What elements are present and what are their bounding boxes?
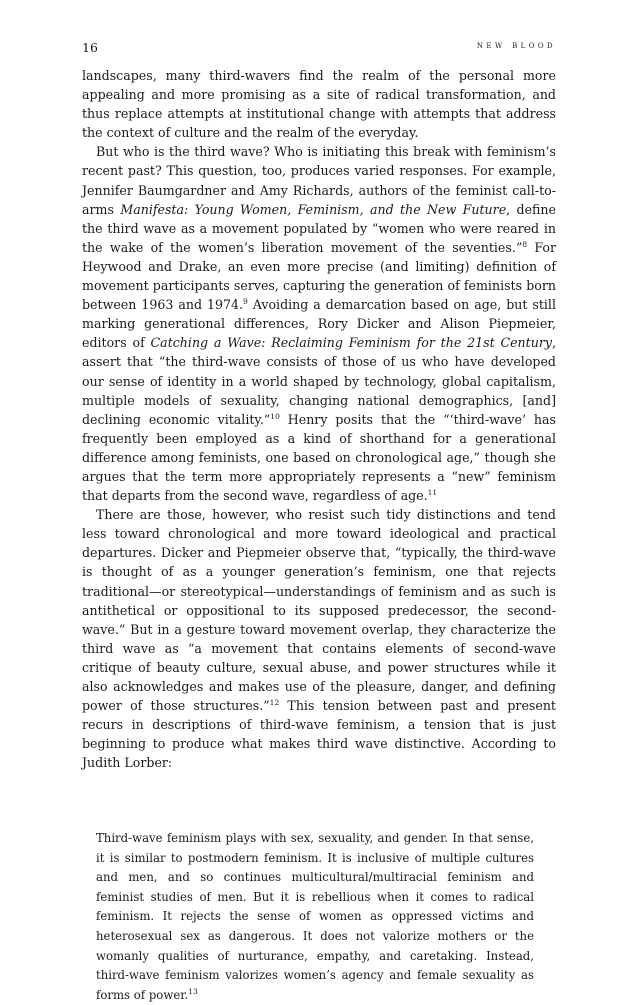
- paragraph-2-text-e: , assert that “the third-wave consists of those of us who have developed our sense of identity in a world shaped by technology, global capitalism, multiple models of sexuality, changing national demographics, [and] declining economic vitality.”: [82, 335, 556, 427]
- paragraph-2: [82, 142, 556, 505]
- paragraph-2-text-a: But who is the third wave? Who is initiating this break with feminism’s recent past? This question, too, produces varied responses. For example, Jennifer Baumgardner and Amy Richards, authors of the feminist call-to-arms: [82, 144, 556, 217]
- footnote-ref-9: 9: [243, 297, 248, 307]
- paragraph-2-text-f: Henry posits that the “‘third-wave’ has frequently been employed as a kind of shorthand for a generational difference among feminists, one based on chronological age,” though she argues that the term more appropriately represents a “new” feminism that departs from the second wave, regardless of age.: [82, 411, 556, 504]
- book-title-catching-a-wave: Catching a Wave: Reclaiming Feminism for the 21st Century: [150, 335, 552, 351]
- running-head: [82, 40, 556, 56]
- page-number: 16: [82, 40, 98, 55]
- running-title: new blood: [476, 40, 556, 51]
- block-quote-paragraph: [96, 829, 534, 1005]
- footnote-ref-11: 11: [427, 488, 438, 498]
- paragraph-2-text-d: Avoiding a demarcation based on age, but still marking generational differences, Rory Dicker and Alison Piepmeier, editors of: [82, 297, 556, 351]
- paragraph-1: [82, 66, 556, 142]
- paragraph-1-text: landscapes, many third-wavers find the realm of the personal more appealing and more promising as a site of radical transformation, and thus replace attempts at institutional change with attempts that address the context of culture and the realm of the everyday.: [82, 68, 556, 141]
- block-quote-text: Third-wave feminism plays with sex, sexuality, and gender. In that sense, it is similar to postmodern feminism. It is inclusive of multiple cultures and men, and so continues multicultural/multiracial feminism and feminist studies of men. But it is rebellious when it comes to radical feminism. It rejects the sense of women as oppressed victims and heterosexual sex as dangerous. It does not valorize mothers or the womanly qualities of nurturance, empathy, and caretaking. Instead, third-wave feminism valorizes women’s agency and female sexuality as forms of power.: [96, 831, 534, 1002]
- paragraph-3: [82, 505, 556, 772]
- book-title-manifesta: Manifesta: Young Women, Feminism, and the New Future: [120, 201, 507, 217]
- footnote-ref-8: 8: [522, 239, 528, 249]
- body-text: [82, 66, 556, 772]
- paragraph-3-text-a: There are those, however, who resist such tidy distinctions and tend less toward chronological and more toward ideological and practical departures. Dicker and Piepmeier observe that, “typically, the third-wave is thought of as a younger generation’s feminism, one that rejects traditional—or stereotypical—understandings of feminism and as such is antithetical or oppositional to its supposed predecessor, the second-wave.” But in a gesture toward movement overlap, they characterize the third wave as “a movement that contains elements of second-wave critique of beauty culture, sexual abuse, and power structures while it also acknowledges and makes use of the pleasure, danger, and defining power of those structures.”: [82, 507, 556, 714]
- paragraph-3-text-b: This tension between past and present recurs in descriptions of third-wave feminism, a tension that is just beginning to produce what makes third wave distinctive. According to Judith Lorber:: [82, 698, 556, 771]
- block-quote: [96, 829, 534, 1005]
- footnote-ref-12: 12: [269, 698, 280, 708]
- footnote-ref-13: 13: [188, 986, 198, 996]
- footnote-ref-10: 10: [270, 411, 280, 421]
- paragraph-2-text-c: For Heywood and Drake, an even more precise (and limiting) definition of movement participants serves, capturing the generation of feminists born between 1963 and 1974.: [82, 239, 556, 313]
- paragraph-2-text-b: , define the third wave as a movement populated by “women who were reared in the wake of the women’s liberation movement of the seventies.”: [82, 201, 556, 255]
